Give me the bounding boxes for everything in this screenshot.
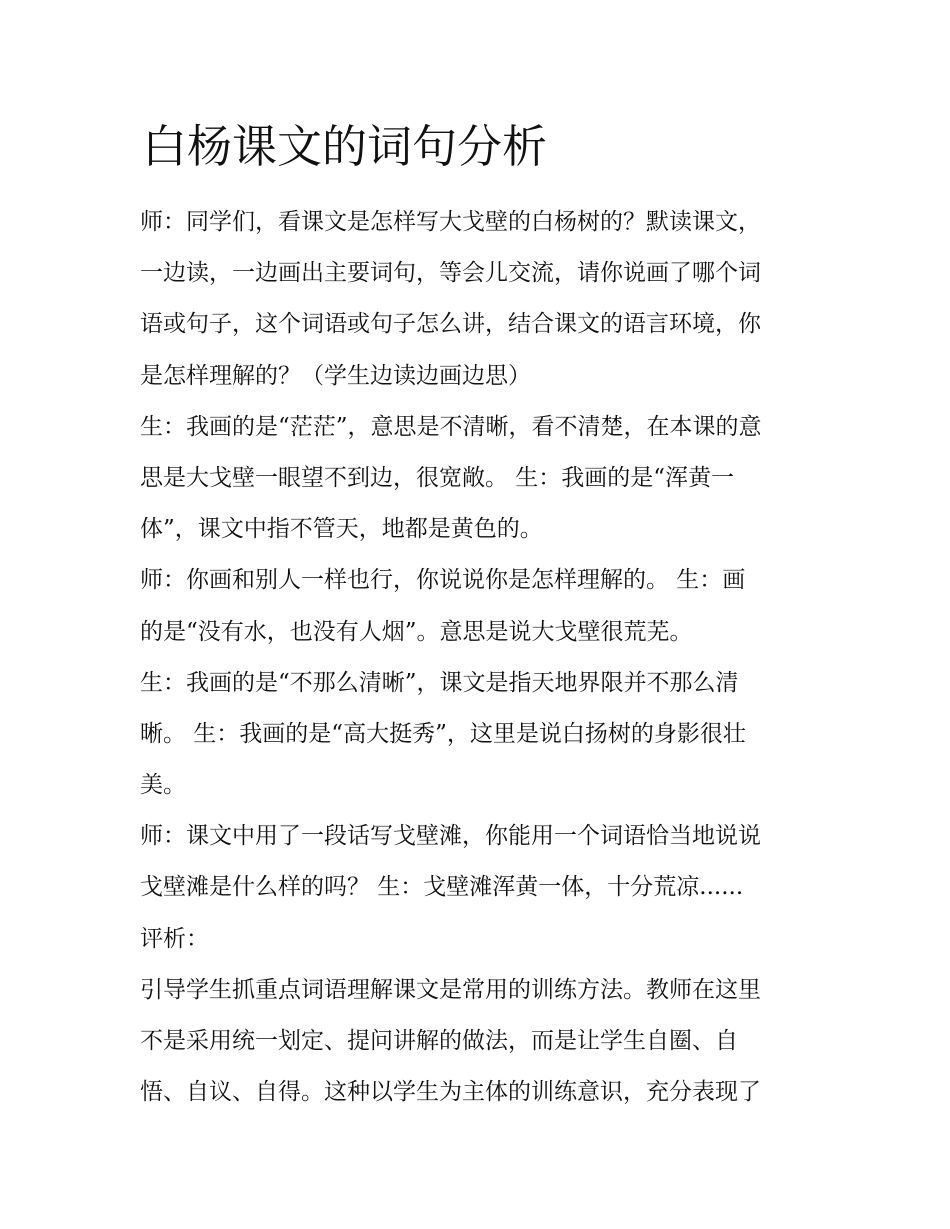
text-line: 体”，课文中指不管天，地都是黄色的。	[140, 516, 543, 543]
document-body	[140, 197, 820, 1118]
text-line: 师：同学们，看课文是怎样写大戈壁的白杨树的？默读课文，	[140, 209, 761, 235]
paragraph-student-clear	[140, 658, 820, 812]
text-line: 戈壁滩是什么样的吗？ 生：戈壁滩浑黄一体，十分荒凉......	[140, 874, 744, 901]
text-line: 生：我画的是“茫茫”，意思是不清晰，看不清楚，在本课的意	[140, 413, 762, 440]
text-line: 师：课文中用了一段话写戈壁滩，你能用一个词语恰当地说说	[140, 823, 761, 850]
text-line: 引导学生抓重点词语理解课文是常用的训练方法。教师在这里	[140, 976, 761, 1003]
text-line: 晰。 生：我画的是“高大挺秀”，这里是说白扬树的身影很壮	[140, 720, 746, 747]
paragraph-teacher-same	[140, 555, 820, 657]
paragraph-comment-heading	[140, 914, 820, 965]
text-line: 语或句子，这个词语或句子怎么讲，结合课文的语言环境，你	[140, 311, 761, 338]
text-line: 的是“没有水，也没有人烟”。意思是说大戈壁很荒芜。	[140, 618, 693, 645]
text-line: 师：你画和别人一样也行，你说说你是怎样理解的。 生：画	[140, 567, 746, 594]
paragraph-student-mangmang	[140, 402, 820, 556]
text-line: 悟、自议、自得。这种以学生为主体的训练意识，充分表现了	[140, 1079, 761, 1106]
text-line: 生：我画的是“不那么清晰”，课文是指天地界限并不那么清	[140, 669, 739, 696]
document-title: 白杨课文的词句分析	[142, 120, 548, 173]
paragraph-teacher-intro	[140, 197, 820, 402]
text-line: 不是采用统一划定、提问讲解的做法，而是让学生自圈、自	[140, 1028, 738, 1054]
paragraph-comment-body	[140, 965, 820, 1119]
text-line: 是怎样理解的？（学生边读边画边思）	[140, 362, 531, 389]
text-line: 一边读，一边画出主要词句，等会儿交流，请你说画了哪个词	[140, 260, 761, 287]
text-line: 思是大戈壁一眼望不到边，很宽敞。 生：我画的是“浑黄一	[140, 464, 735, 491]
text-line: 美。	[140, 772, 186, 799]
text-line: 评析：	[140, 925, 209, 952]
paragraph-teacher-gobi	[140, 811, 820, 913]
